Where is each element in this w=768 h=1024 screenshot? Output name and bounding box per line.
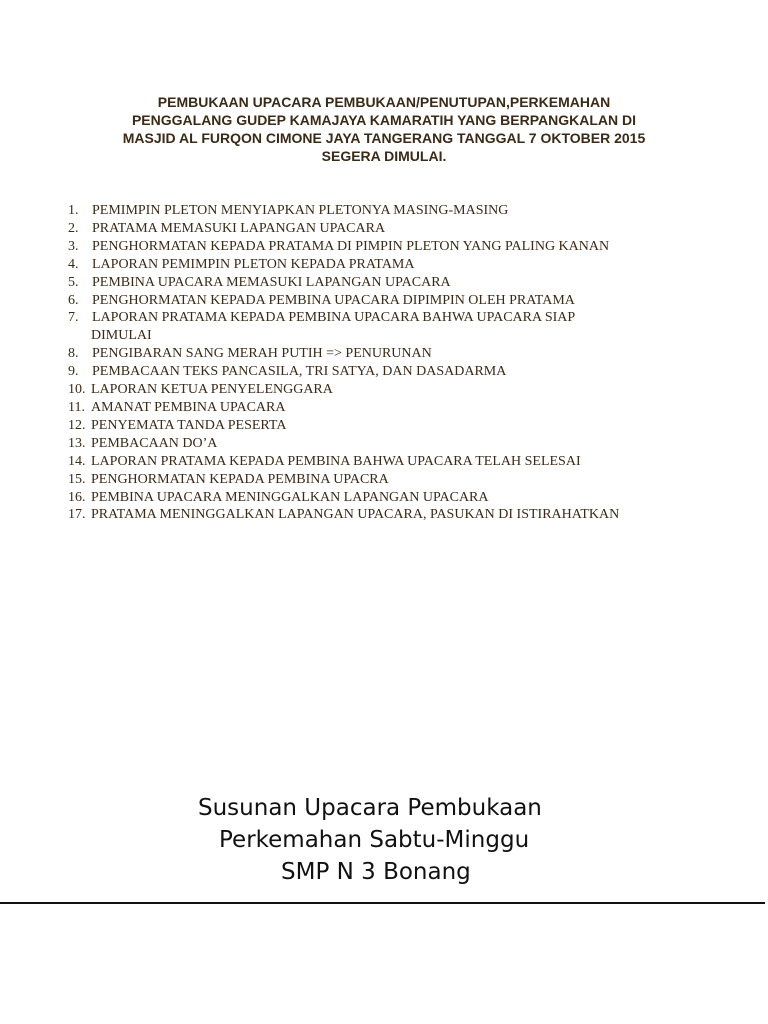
- list-item: [68, 256, 619, 274]
- document-title: [0, 792, 768, 888]
- step-text: PEMBACAAN TEKS PANCASILA, TRI SATYA, DAN DASADARMA: [92, 364, 507, 380]
- step-text: PEMBINA UPACARA MENINGGALKAN LAPANGAN UPACARA: [91, 489, 489, 505]
- step-text: PENYEMATA TANDA PESERTA: [91, 417, 287, 433]
- list-item: [68, 453, 619, 471]
- step-text: LAPORAN KETUA PENYELENGGARA: [91, 382, 333, 398]
- step-text: LAPORAN PRATAMA KEPADA PEMBINA BAHWA UPACARA TELAH SELESAI: [91, 453, 581, 469]
- list-item: [68, 471, 619, 489]
- list-item: [68, 220, 619, 238]
- step-text: LAPORAN PRATAMA KEPADA PEMBINA UPACARA BAHWA UPACARA SIAP: [92, 310, 576, 326]
- step-text: LAPORAN PEMIMPIN PLETON KEPADA PRATAMA: [92, 256, 415, 272]
- step-text: AMANAT PEMBINA UPACARA: [91, 399, 286, 415]
- title-line: Perkemahan Sabtu-Minggu: [219, 827, 530, 853]
- heading-line: SEGERA DIMULAI.: [321, 148, 447, 164]
- step-text: PENGIBARAN SANG MERAH PUTIH => PENURUNAN: [92, 346, 432, 362]
- list-item: [68, 506, 619, 524]
- heading-line: PEMBUKAAN UPACARA PEMBUKAAN/PENUTUPAN,PERKEMAHAN: [157, 94, 611, 110]
- horizontal-divider: [0, 902, 765, 904]
- step-text: PENGHORMATAN KEPADA PRATAMA DI PIMPIN PLETON YANG PALING KANAN: [92, 238, 610, 254]
- step-text: PEMBACAAN DO’A: [91, 435, 218, 451]
- step-number: 17.: [68, 507, 86, 523]
- ceremony-steps-list: [68, 202, 619, 524]
- list-item: [68, 399, 619, 417]
- step-text: PEMBINA UPACARA MEMASUKI LAPANGAN UPACARA: [92, 274, 451, 290]
- step-number: 1.: [68, 203, 79, 218]
- step-text-continued: DIMULAI: [91, 328, 152, 344]
- list-item: [68, 309, 619, 345]
- list-item: [68, 417, 619, 435]
- title-line: SMP N 3 Bonang: [281, 859, 471, 885]
- list-item: [68, 202, 619, 220]
- step-number: 6.: [68, 292, 79, 308]
- title-line: Susunan Upacara Pembukaan: [198, 795, 542, 821]
- step-number: 8.: [68, 346, 79, 362]
- step-number: 2.: [68, 220, 79, 236]
- step-number: 15.: [68, 471, 86, 487]
- announcement-heading: [84, 93, 684, 165]
- heading-line: PENGGALANG GUDEP KAMAJAYA KAMARATIH YANG BERPANGKALAN DI: [131, 112, 637, 128]
- step-number: 4.: [68, 256, 79, 272]
- heading-line: MASJID AL FURQON CIMONE JAYA TANGERANG TANGGAL 7 OKTOBER 2015: [122, 130, 646, 146]
- list-item: [68, 292, 619, 310]
- step-number: 13.: [68, 435, 86, 451]
- list-item: [68, 274, 619, 292]
- list-item: [68, 435, 619, 453]
- list-item: [68, 238, 619, 256]
- list-item: [68, 489, 619, 507]
- step-number: 14.: [68, 453, 86, 469]
- step-text: PRATAMA MENINGGALKAN LAPANGAN UPACARA, PASUKAN DI ISTIRAHATKAN: [91, 507, 620, 523]
- step-number: 7.: [68, 310, 79, 326]
- step-text: PENGHORMATAN KEPADA PEMBINA UPACRA: [91, 471, 389, 487]
- step-number: 5.: [68, 274, 79, 290]
- list-item: [68, 345, 619, 363]
- step-number: 12.: [68, 417, 86, 433]
- step-number: 11.: [68, 399, 85, 415]
- step-number: 3.: [68, 238, 79, 254]
- list-item: [68, 363, 619, 381]
- step-number: 10.: [68, 382, 86, 398]
- step-text: PENGHORMATAN KEPADA PEMBINA UPACARA DIPIMPIN OLEH PRATAMA: [92, 292, 575, 308]
- step-text: PRATAMA MEMASUKI LAPANGAN UPACARA: [92, 220, 386, 236]
- list-item: [68, 381, 619, 399]
- step-number: 9.: [68, 364, 79, 380]
- step-number: 16.: [68, 489, 86, 505]
- step-text: PEMIMPIN PLETON MENYIAPKAN PLETONYA MASING-MASING: [92, 203, 509, 218]
